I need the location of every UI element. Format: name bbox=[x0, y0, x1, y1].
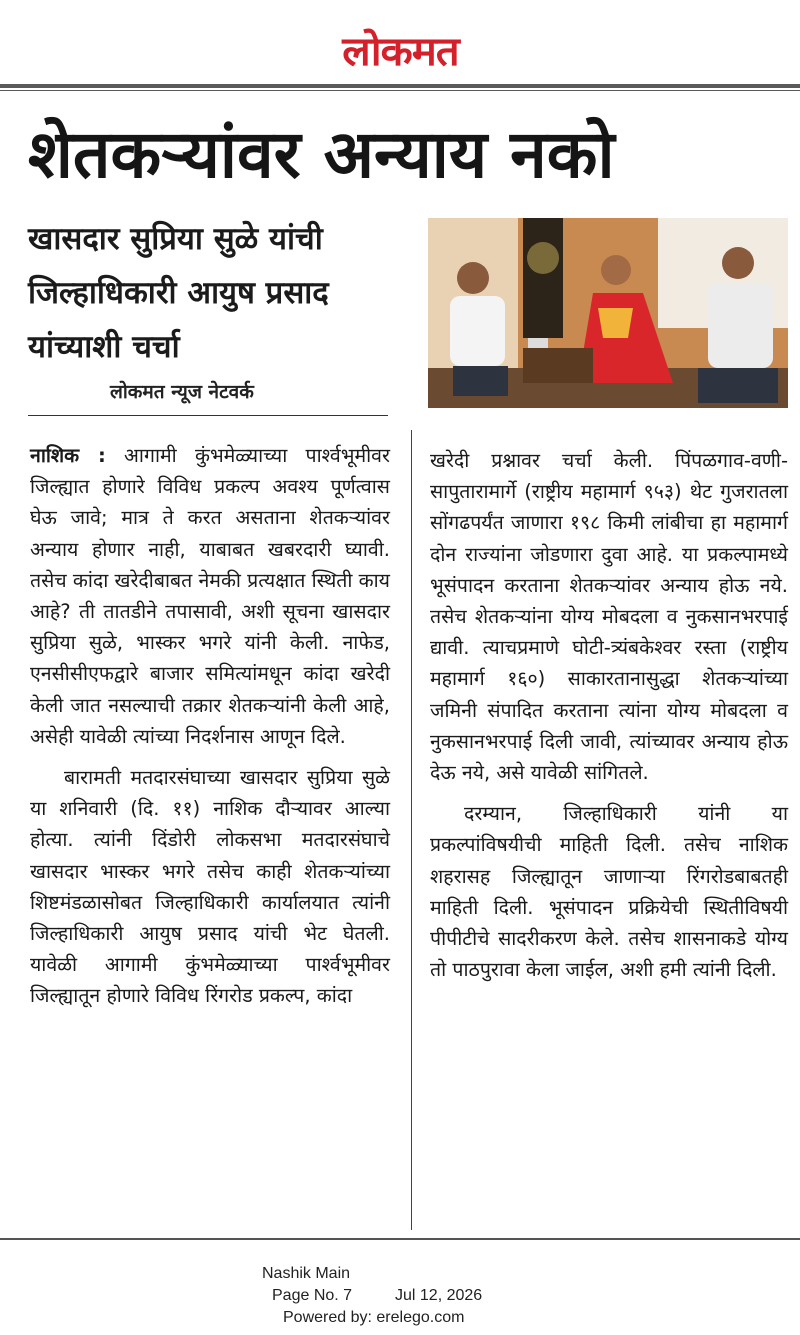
dateline-place: नाशिक : bbox=[30, 444, 106, 467]
paragraph: दरम्यान, जिल्हाधिकारी यांनी या प्रकल्पांविषयीची माहिती दिली. तसेच नाशिक शहरासह जिल्ह्यातून जाणाऱ्या रिंगरोडबाबतही माहिती दिली. भूसंपादन प्रक्रियेची स्थितीविषयी पीपीटीचे सादरीकरण केले. तसेच शासनाकडे योग्य तो पाठपुरावा केला जाईल, अशी हमी त्यांनी दिली. bbox=[430, 802, 788, 982]
byline: लोकमत न्यूज नेटवर्क bbox=[110, 381, 254, 403]
footer-rule bbox=[0, 1238, 800, 1240]
masthead bbox=[0, 0, 800, 80]
masthead-rule bbox=[0, 84, 800, 88]
masthead-rule-thin bbox=[0, 90, 800, 91]
paragraph: बारामती मतदारसंघाच्या खासदार सुप्रिया सुळे या शनिवारी (दि. ११) नाशिक दौऱ्यावर आल्या होत्या. त्यांनी दिंडोरी लोकसभा मतदारसंघाचे खासदार भास्कर भगरे तसेच काही शेतकऱ्यांच्या शिष्टमंडळासोबत जिल्हाधिकारी कार्यालयात त्यांनी जिल्हाधिकारी आयुष प्रसाद यांची भेट घेतली. यावेळी आगामी कुंभमेळ्याच्या पार्श्वभूमीवर जिल्ह्यातून होणारे विविध रिंगरोड प्रकल्प, कांदा bbox=[30, 766, 390, 1008]
meeting-photo-illustration bbox=[428, 218, 788, 408]
column-divider bbox=[411, 430, 412, 1230]
subheadline: खासदार सुप्रिया सुळे यांची जिल्हाधिकारी आयुष प्रसाद यांच्याशी चर्चा bbox=[28, 221, 329, 365]
page-number: Page No. 7 bbox=[272, 1287, 353, 1304]
edition-label: Nashik Main bbox=[262, 1265, 351, 1282]
lokmat-logo: लोकमत bbox=[341, 29, 459, 75]
news-photo bbox=[428, 218, 788, 408]
headline: शेतकऱ्यांवर अन्याय नको bbox=[28, 116, 615, 193]
paragraph-text: आगामी कुंभमेळ्याच्या पार्श्वभूमीवर जिल्ह्यात होणारे विविध प्रकल्प अवश्य पूर्णत्वास घेऊ जावे; मात्र ते करत असताना शेतकऱ्यांवर अन्याय होणार नाही, याबाबत खबरदारी घ्यावी. तसेच कांदा खरेदीबाबत नेमकी प्रत्यक्षात स्थिती काय आहे? ती तातडीने तपासावी, अशी सूचना खासदार सुप्रिया सुळे, भास्कर भगरे यांनी केली. नाफेड, एनसीसीएफद्वारे बाजार समित्यांमधून कांदा खरेदी केली जात नसल्याची तक्रार शेतकऱ्यांनी केली आहे, असेही यावेळी त्यांच्या निदर्शनास आणून दिले. bbox=[30, 444, 390, 748]
byline-divider bbox=[28, 415, 388, 416]
paragraph bbox=[30, 440, 390, 752]
powered-by[interactable]: Powered by: erelego.com bbox=[283, 1309, 465, 1326]
article-column-1 bbox=[30, 440, 390, 1022]
publication-date: Jul 12, 2026 bbox=[395, 1287, 483, 1304]
paragraph: खरेदी प्रश्नावर चर्चा केली. पिंपळगाव-वणी-सापुतारामार्गे (राष्ट्रीय महामार्ग ९५३) थेट गुजरातला सोंगढपर्यंत जाणारा १९८ किमी लांबीचा हा महामार्ग दोन राज्यांना जोडणारा दुवा आहे. या प्रकल्पामध्ये भूसंपादन करताना शेतकऱ्यांवर अन्याय होऊ नये. तसेच शेतकऱ्यांना योग्य मोबदला व नुकसानभरपाई द्यावी. त्याचप्रमाणे घोटी-त्र्यंबकेश्वर रस्ता (राष्ट्रीय महामार्ग १६०) साकारतानासुद्धा शेतकऱ्यांच्या जमिनी संपादित करताना त्यांना योग्य मोबदला व नुकसानभरपाई दिली जावी, त्यांच्यावर अन्याय होऊ देऊ नये, असे यावेळी सांगितले. bbox=[430, 449, 788, 785]
article-column-2 bbox=[430, 445, 788, 995]
